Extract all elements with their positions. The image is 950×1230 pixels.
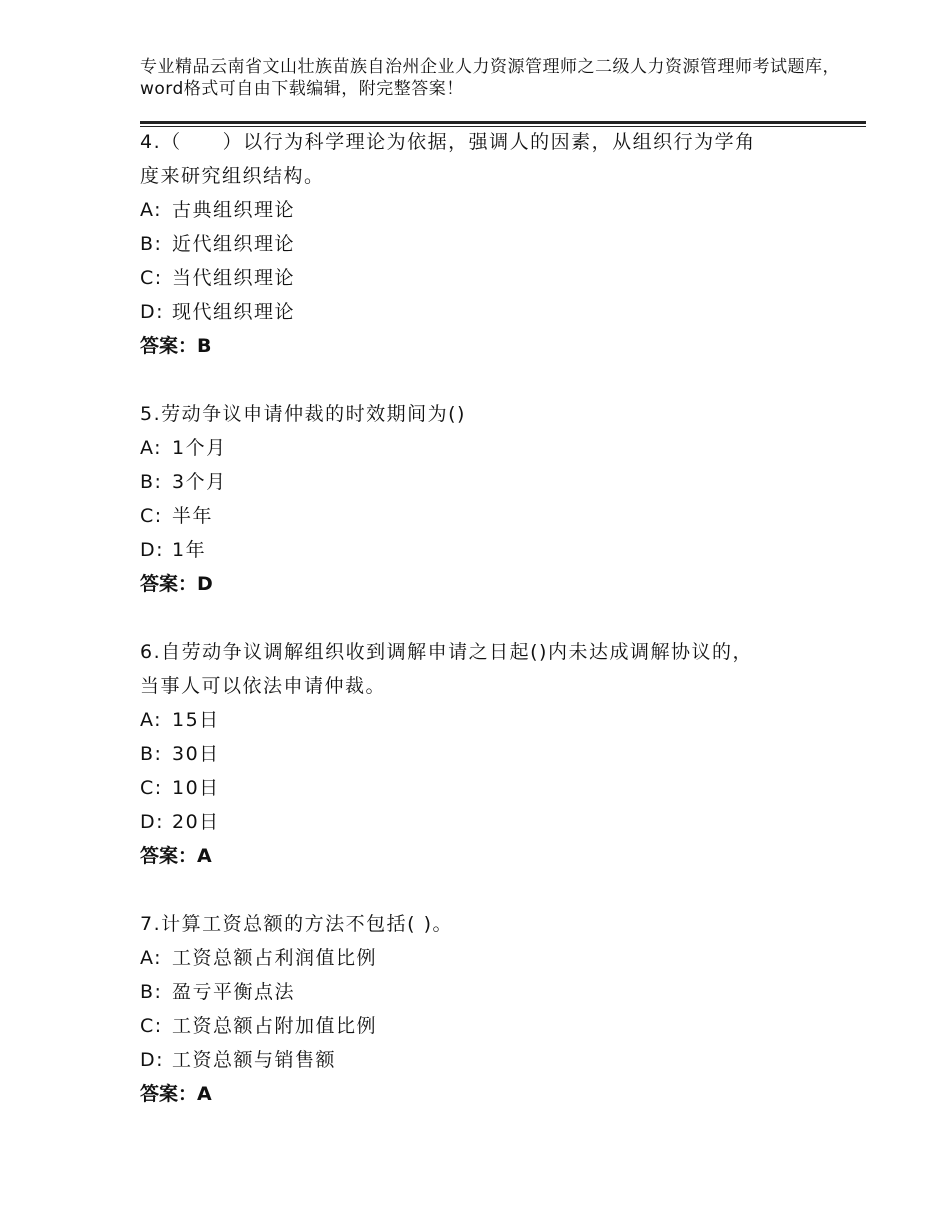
document-header: 专业精品云南省文山壮族苗族自治州企业人力资源管理师之二级人力资源管理师考试题库，word格式可自由下载编辑，附完整答案！	[140, 57, 840, 99]
option-letter: B:	[140, 743, 163, 765]
option-a	[140, 941, 820, 975]
answer-label: 答案：B	[140, 335, 212, 357]
option-c	[140, 1009, 820, 1043]
option-letter: C:	[140, 777, 163, 799]
option-text: 现代组织理论	[172, 301, 296, 323]
option-text: 当代组织理论	[172, 267, 296, 289]
option-letter: D:	[140, 539, 165, 561]
option-text: 10日	[172, 777, 220, 799]
question-list	[140, 125, 820, 1145]
answer-label: 答案：D	[140, 573, 213, 595]
option-c	[140, 261, 820, 295]
option-letter: A:	[140, 199, 163, 221]
question-7	[140, 907, 820, 1111]
option-letter: D:	[140, 1049, 165, 1071]
option-text: 15日	[172, 709, 220, 731]
option-text: 工资总额与销售额	[172, 1049, 337, 1071]
option-letter: C:	[140, 505, 163, 527]
question-6	[140, 635, 820, 873]
option-letter: C:	[140, 267, 163, 289]
question-stem: 7.计算工资总额的方法不包括( )。	[140, 913, 453, 935]
option-letter: A:	[140, 437, 163, 459]
option-text: 1个月	[172, 437, 227, 459]
option-a	[140, 703, 820, 737]
option-text: 半年	[172, 505, 214, 527]
option-letter: A:	[140, 947, 163, 969]
option-text: 盈亏平衡点法	[172, 981, 296, 1003]
option-d	[140, 805, 820, 839]
option-d	[140, 295, 820, 329]
option-b	[140, 975, 820, 1009]
option-letter: B:	[140, 233, 163, 255]
option-text: 工资总额占利润值比例	[172, 947, 378, 969]
option-letter: D:	[140, 811, 165, 833]
header-divider	[140, 121, 866, 124]
option-b	[140, 737, 820, 771]
option-letter: B:	[140, 471, 163, 493]
option-c	[140, 499, 820, 533]
option-letter: C:	[140, 1015, 163, 1037]
question-5	[140, 397, 820, 601]
option-text: 近代组织理论	[172, 233, 296, 255]
question-stem: 5.劳动争议申请仲裁的时效期间为()	[140, 403, 466, 425]
option-c	[140, 771, 820, 805]
option-a	[140, 431, 820, 465]
answer-label: 答案：A	[140, 1083, 212, 1105]
option-text: 古典组织理论	[172, 199, 296, 221]
question-stem-continued: 当事人可以依法申请仲裁。	[140, 675, 387, 697]
option-text: 30日	[172, 743, 220, 765]
option-text: 3个月	[172, 471, 227, 493]
option-text: 1年	[172, 539, 207, 561]
question-stem: 4.（ ）以行为科学理论为依据，强调人的因素，从组织行为学角	[140, 131, 756, 153]
option-d	[140, 533, 820, 567]
option-d	[140, 1043, 820, 1077]
option-letter: D:	[140, 301, 165, 323]
option-b	[140, 465, 820, 499]
question-4	[140, 125, 820, 363]
answer-label: 答案：A	[140, 845, 212, 867]
option-text: 工资总额占附加值比例	[172, 1015, 378, 1037]
question-stem-continued: 度来研究组织结构。	[140, 165, 325, 187]
option-a	[140, 193, 820, 227]
option-letter: A:	[140, 709, 163, 731]
option-letter: B:	[140, 981, 163, 1003]
option-text: 20日	[172, 811, 220, 833]
question-stem: 6.自劳动争议调解组织收到调解申请之日起()内未达成调解协议的，	[140, 641, 753, 663]
option-b	[140, 227, 820, 261]
